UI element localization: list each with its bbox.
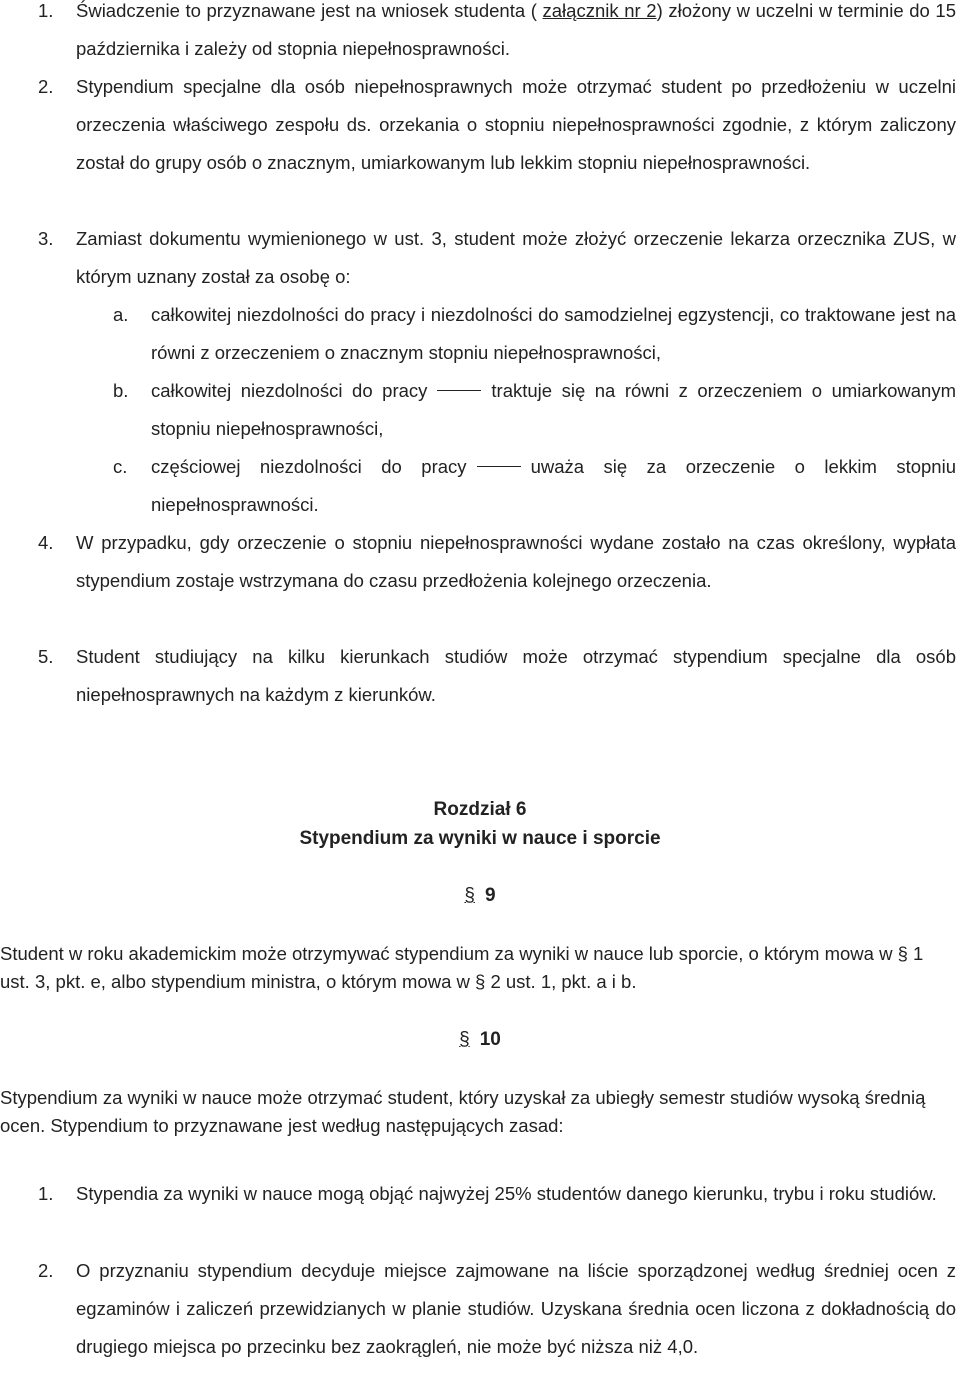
list-item-1 — [38, 0, 956, 68]
list-number: 1. — [38, 1183, 54, 1204]
list-number: 3. — [38, 228, 54, 249]
chapter-title: Stypendium za wyniki w nauce i sporcie — [299, 828, 661, 849]
list-number: 1. — [38, 0, 54, 21]
sublist-letter: c. — [113, 456, 128, 477]
sublist-item-b — [113, 372, 956, 448]
list-text: O przyznaniu stypendium decyduje miejsce zajmowane na liście sporządzonej według średniej ocen z egzaminów i zaliczeń przewidzianych w planie studiów. Uzyskana średnia ocen liczona z dokładnością do drugiego miejsca po przecinku bez zaokrągleń, nie może być niższa niż 4,0. — [76, 1260, 956, 1357]
list-text: Student studiujący na kilku kierunkach studiów może otrzymać stypendium specjalne dla osób niepełnosprawnych na każdym z kierunków. — [76, 646, 956, 705]
list-text: Stypendium specjalne dla osób niepełnosprawnych może otrzymać student po przedłożeniu w uczelni orzeczenia właściwego zespołu ds. orzekania o stopniu niepełnosprawności zgodnie, z którym zaliczony został do grupy osób o znacznym, umiarkowanym lub lekkim stopniu niepełnosprawności. — [76, 76, 956, 173]
list-item-3 — [38, 220, 956, 296]
dash-divider — [477, 466, 521, 467]
list-item-4 — [38, 524, 956, 600]
chapter-number: Rozdział 6 — [433, 799, 527, 820]
attachment-link[interactable]: załącznik nr 2 — [542, 0, 657, 21]
rule-item-2 — [38, 1252, 956, 1366]
sublist-item-a — [113, 296, 956, 372]
section-9-heading — [0, 882, 960, 910]
list-number: 4. — [38, 532, 54, 553]
list-text: Stypendia za wyniki w nauce mogą objąć najwyżej 25% studentów danego kierunku, trybu i roku studiów. — [76, 1183, 937, 1204]
section-symbol: § — [464, 885, 475, 906]
section-number: 9 — [485, 885, 496, 906]
sublist-letter: a. — [113, 304, 129, 325]
sublist-text: całkowitej niezdolności do pracy i niezdolności do samodzielnej egzystencji, co traktowane jest na równi z orzeczeniem o znacznym stopniu niepełnosprawności, — [151, 304, 956, 363]
list-text: Zamiast dokumentu wymienionego w ust. 3, student może złożyć orzeczenie lekarza orzecznika ZUS, w którym uznany został za osobę o: — [76, 228, 956, 287]
section-symbol: § — [459, 1029, 470, 1050]
rule-item-1 — [38, 1175, 956, 1213]
sublist-text: częściowej niezdolności do pracy uważa się za orzeczenie o lekkim stopniu niepełnosprawności. — [151, 456, 956, 515]
sublist-item-c — [113, 448, 956, 524]
list-item-2 — [38, 68, 956, 182]
section-10-heading — [0, 1026, 960, 1054]
list-number: 2. — [38, 1260, 54, 1281]
list-text: Świadczenie to przyznawane jest na wniosek studenta ( załącznik nr 2) złożony w uczelni w terminie do 15 października i zależy od stopnia niepełnosprawności. — [76, 0, 956, 59]
list-text: W przypadku, gdy orzeczenie o stopniu niepełnosprawności wydane zostało na czas określony, wypłata stypendium zostaje wstrzymana do czasu przedłożenia kolejnego orzeczenia. — [76, 532, 956, 591]
list-number: 2. — [38, 76, 54, 97]
list-item-5 — [38, 638, 956, 714]
section-9-text: Student w roku akademickim może otrzymywać stypendium za wyniki w nauce lub sporcie, o którym mowa w § 1 ust. 3, pkt. e, albo stypendium ministra, o którym mowa w § 2 ust. 1, pkt. a i b. — [0, 943, 924, 992]
section-number: 10 — [479, 1029, 501, 1050]
sublist-text: całkowitej niezdolności do pracy traktuje się na równi z orzeczeniem o umiarkowanym stopniu niepełnosprawności, — [151, 380, 956, 439]
sublist-letter: b. — [113, 380, 129, 401]
list-number: 5. — [38, 646, 54, 667]
section-10-text: Stypendium za wyniki w nauce może otrzymać student, który uzyskał za ubiegły semestr studiów wysoką średnią ocen. Stypendium to przyznawane jest według następujących zasad: — [0, 1087, 926, 1136]
dash-divider — [437, 390, 481, 391]
